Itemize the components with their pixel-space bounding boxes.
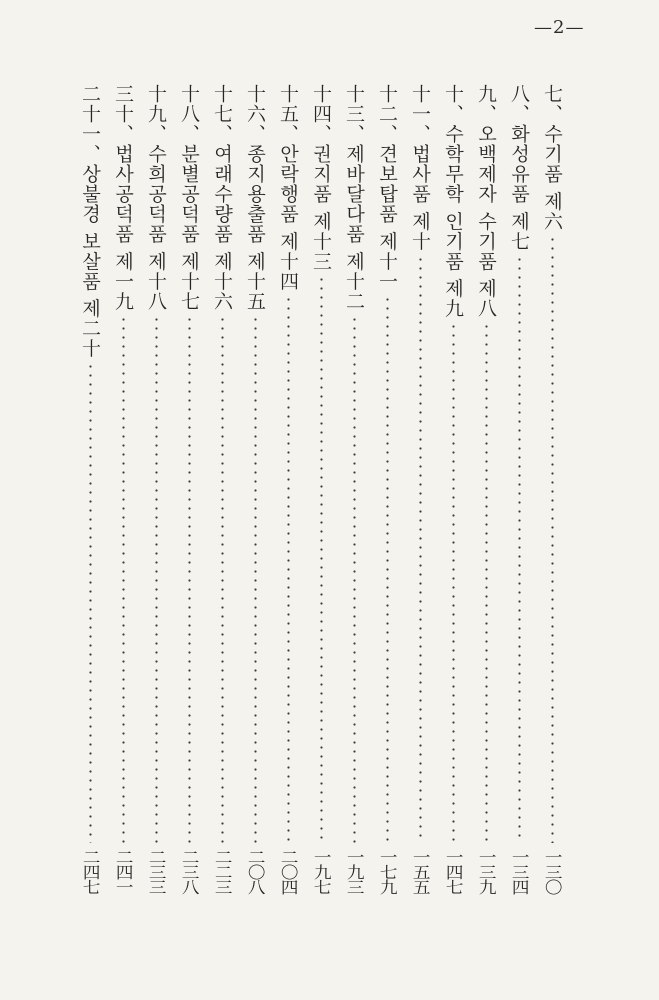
chapter-title: 十七、여래수량품 제十六 xyxy=(211,84,233,312)
chapter-title: 十、수학무학 인기품 제九 xyxy=(442,84,464,319)
dot-leader xyxy=(155,315,158,843)
toc-entry xyxy=(174,84,204,894)
toc-entry xyxy=(504,84,534,894)
page-reference: 一七九 xyxy=(377,849,398,894)
chapter-title: 十六、종지용출품 제十五 xyxy=(244,84,266,312)
toc-entry xyxy=(405,84,435,894)
toc-entry xyxy=(438,84,468,894)
chapter-title: 七、수기품 제六 xyxy=(541,84,563,232)
dot-leader xyxy=(518,255,521,843)
toc-entry xyxy=(141,84,171,894)
toc-entry xyxy=(339,84,369,894)
page-reference: 一九七 xyxy=(311,849,332,894)
page-reference: 二三八 xyxy=(179,849,200,894)
page-number: —2— xyxy=(534,17,585,38)
page-reference: 一四七 xyxy=(443,849,464,894)
dot-leader xyxy=(419,255,422,843)
dot-leader xyxy=(254,315,257,843)
page-reference: 二三三 xyxy=(146,849,167,894)
chapter-title: 十二、견보탑품 제十一 xyxy=(376,84,398,292)
toc-entry xyxy=(537,84,567,894)
chapter-title: 九、오백제자 수기품 제八 xyxy=(475,84,497,319)
chapter-title: 十四、권지품 제十三 xyxy=(310,84,332,272)
page-reference: 一三〇 xyxy=(542,849,563,894)
chapter-title: 二十一、상불경 보살품 제二十 xyxy=(79,84,101,359)
toc-entry xyxy=(471,84,501,894)
page-reference: 二四七 xyxy=(80,849,101,894)
page-reference: 一三九 xyxy=(476,849,497,894)
chapter-title: 十五、안락행품 제十四 xyxy=(277,84,299,292)
toc-entry xyxy=(372,84,402,894)
page-reference: 一五五 xyxy=(410,849,431,894)
dot-leader xyxy=(320,275,323,843)
dot-leader xyxy=(287,295,290,843)
dot-leader xyxy=(122,315,125,843)
dot-leader xyxy=(452,322,455,843)
page-reference: 二二三 xyxy=(212,849,233,894)
toc-entry xyxy=(240,84,270,894)
toc-entry xyxy=(108,84,138,894)
page-reference: 二〇八 xyxy=(245,849,266,894)
page-reference: 一三四 xyxy=(509,849,530,894)
toc-entry xyxy=(207,84,237,894)
chapter-title: 三十、법사공덕품 제一九 xyxy=(112,84,134,312)
chapter-title: 八、화성유품 제七 xyxy=(508,84,530,252)
chapter-title: 十三、제바달다품 제十二 xyxy=(343,84,365,312)
page-reference: 一九三 xyxy=(344,849,365,894)
page-reference: 二〇四 xyxy=(278,849,299,894)
dot-leader xyxy=(386,295,389,843)
chapter-title: 十一、법사품 제十 xyxy=(409,84,431,252)
dot-leader xyxy=(188,315,191,843)
toc-entry xyxy=(306,84,336,894)
chapter-title: 十九、수희공덕품 제十八 xyxy=(145,84,167,312)
dot-leader xyxy=(89,362,92,843)
toc-entry xyxy=(273,84,303,894)
toc-entry xyxy=(75,84,105,894)
dot-leader xyxy=(353,315,356,843)
dot-leader xyxy=(485,322,488,843)
dot-leader xyxy=(551,235,554,843)
page-reference: 二四一 xyxy=(113,849,134,894)
dot-leader xyxy=(221,315,224,843)
chapter-title: 十八、분별공덕품 제十七 xyxy=(178,84,200,312)
